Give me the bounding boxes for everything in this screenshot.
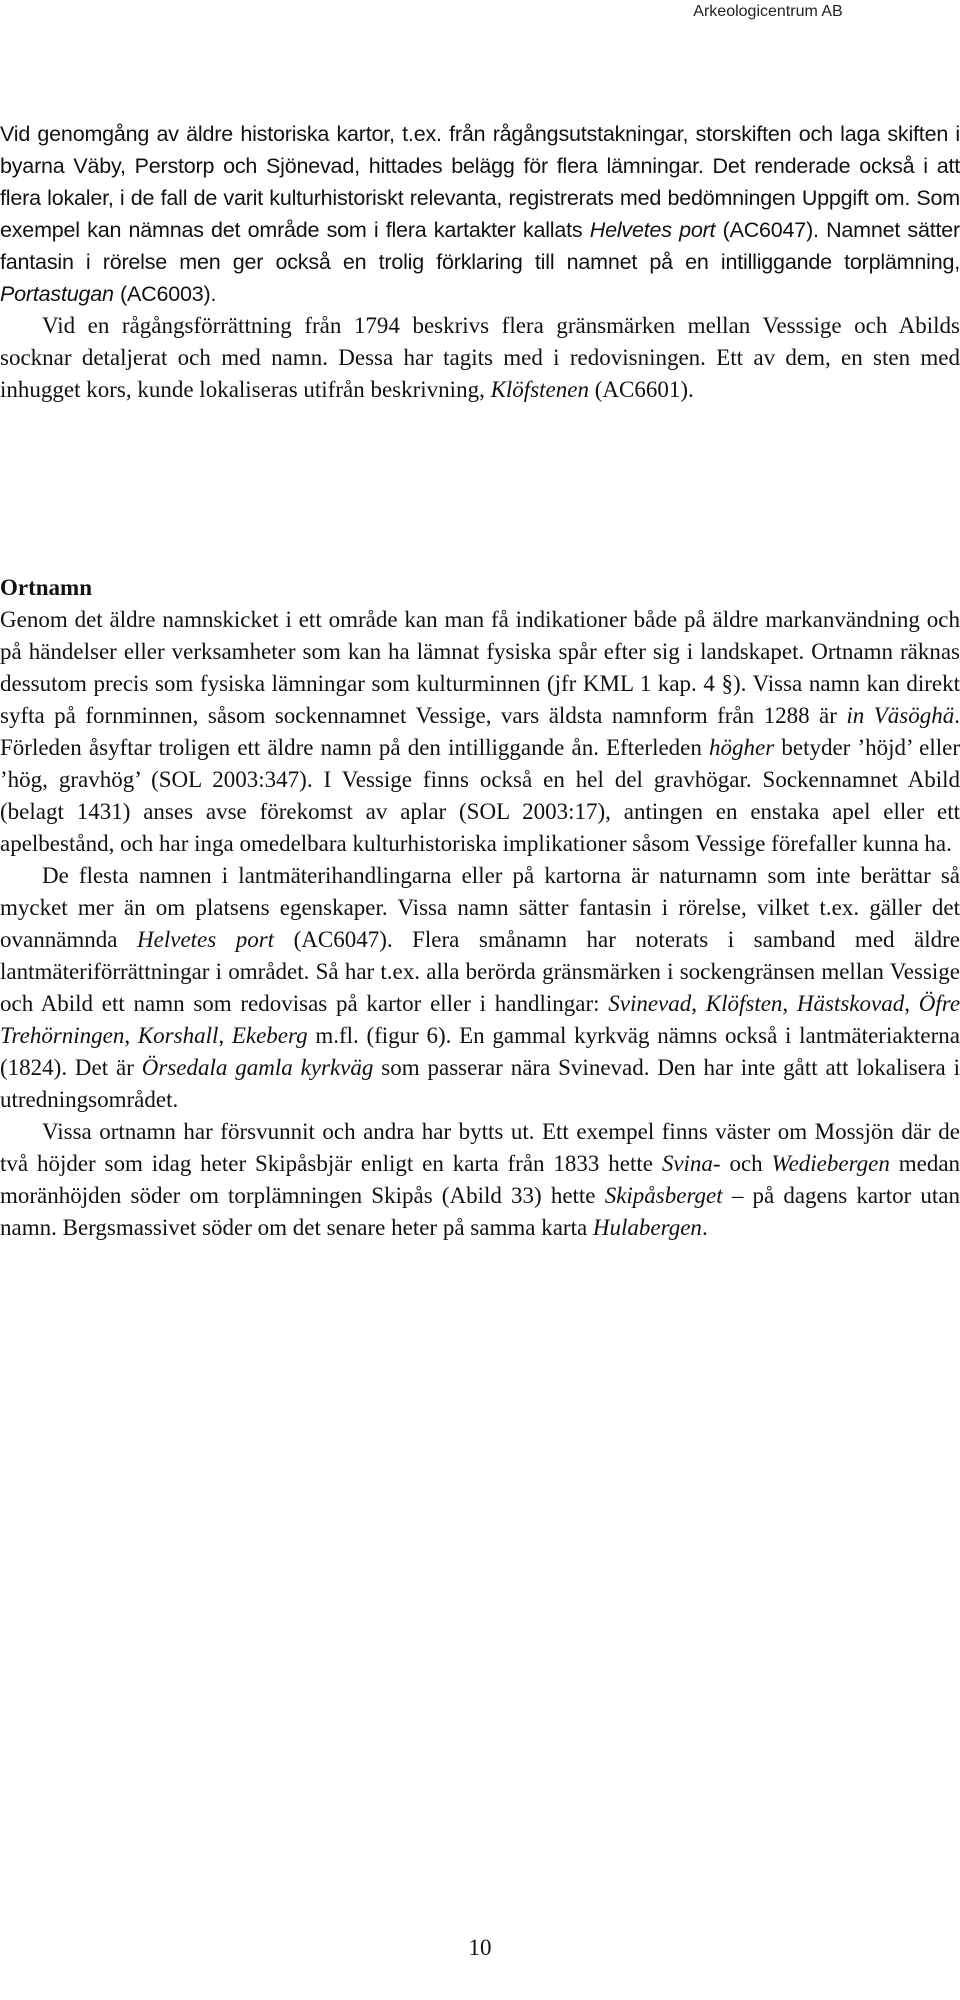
place-name: Klöfsten [705, 991, 783, 1016]
place-name: Helvetes port [137, 927, 275, 952]
page-content [0, 118, 960, 1244]
place-name: Portastugan [0, 282, 114, 306]
intro-paragraph-1 [0, 118, 960, 310]
running-header: Arkeologicentrum AB [693, 3, 843, 20]
text-run: betyder ’höjd’ eller ’hög, gravhög’ (SOL 2003:347). I Vessige finns också en hel del gravhögar. Sockennamnet Abild (belagt 1431) anses avse förekomst av aplar (SOL 2003:17), antingen en enstaka apel eller ett apelbestånd, och har inga omedelbara kulturhistoriska implikationer såsom Vessige förefaller kunna ha. [0, 735, 960, 856]
place-name: Svina- [661, 1151, 721, 1176]
place-name: Öfre Trehörningen [0, 991, 960, 1048]
place-name: Örsedala gamla kyrkväg [141, 1055, 374, 1080]
ortnamn-paragraph-3 [0, 1116, 960, 1244]
section-spacer [0, 406, 960, 572]
place-name: Helvetes port [589, 218, 716, 242]
place-name: Svinevad [608, 991, 692, 1016]
separator: , [124, 1023, 131, 1048]
place-name: Korshall [137, 1023, 219, 1048]
text-run: Vissa ortnamn har försvunnit och andra har bytts ut. Ett exempel finns väster om Mossjön där de två höjder som idag heter Skipåsbjär enligt en karta från 1833 hette [0, 1119, 960, 1176]
text-run: Vid en rågångsförrättning från 1794 beskrivs flera gränsmärken mellan Vesssige och Abilds socknar detaljerat och med namn. Dessa har tagits med i redovisningen. Ett av dem, en sten med inhugget kors, kunde lokaliseras utifrån beskrivning, [0, 313, 960, 402]
text-run: (AC6601). [594, 377, 694, 402]
text-run: m.fl. (figur 6). En gammal kyrkväg nämns också i lantmäteriakterna (1824). Det är [0, 1023, 960, 1080]
text-run: . Förleden åsyftar troligen ett äldre namn på den intilliggande ån. Efterleden [0, 703, 960, 760]
place-name: högher [709, 735, 775, 760]
separator: , [904, 991, 910, 1016]
section-heading-ortnamn: Ortnamn [0, 575, 92, 600]
text-run: – på dagens kartor utan namn. Bergsmassivet söder om det senare heter på samma karta [0, 1183, 960, 1240]
place-name: Klöfstenen [490, 377, 589, 402]
text-run: och [729, 1151, 763, 1176]
text-run: (AC6003). [120, 282, 217, 306]
ortnamn-paragraph-1 [0, 604, 960, 860]
separator: , [782, 991, 789, 1016]
separator: , [218, 1023, 225, 1048]
page-number: 10 [468, 1935, 492, 1960]
intro-paragraph-2 [0, 310, 960, 406]
text-run: (AC6047). Flera smånamn har noterats i samband med äldre lantmäteriförrättningar i området. Så har t.ex. alla berörda gränsmärken i sockengränsen mellan Vessige och Abild ett namn som redovisas på kartor eller i handlingar: [0, 927, 960, 1016]
ortnamn-paragraph-2 [0, 860, 960, 1116]
place-name: Hästskovad [796, 991, 905, 1016]
text-run: De flesta namnen i lantmäterihandlingarna eller på kartorna är naturnamn som inte berättar så mycket mer än om platsens egenskaper. Vissa namn sätter fantasin i rörelse, vilket t.ex. gäller det ovannämnda [0, 863, 960, 952]
text-run: som passerar nära Svinevad. Den har inte gått att lokalisera i utredningsområdet. [0, 1055, 960, 1112]
text-run: (AC6047). Namnet sätter fantasin i rörelse men ger också en trolig förklaring till namnet på en intilliggande torplämning, [0, 218, 960, 274]
place-name: Ekeberg [231, 1023, 308, 1048]
place-name: Wediebergen [771, 1151, 890, 1176]
place-name: in Väsöghä [846, 703, 955, 728]
text-run: medan moränhöjden söder om torplämningen Skipås (Abild 33) hette [0, 1151, 960, 1208]
place-name: Hulabergen [592, 1215, 702, 1240]
separator: , [691, 991, 698, 1016]
text-run: Genom det äldre namnskicket i ett område kan man få indikationer både på äldre markanvändning och på händelser eller verksamheter som kan ha lämnat fysiska spår efter sig i landskapet. Ortnamn räknas dessutom precis som fysiska lämningar som kulturminnen (jfr KML 1 kap. 4 §). Vissa namn kan direkt syfta på fornminnen, såsom sockennamnet Vessige, vars äldsta namnform från 1288 är [0, 607, 960, 728]
text-run: . [701, 1215, 708, 1240]
place-name: Skipåsberget [604, 1183, 723, 1208]
text-run: Vid genomgång av äldre historiska kartor, t.ex. från rågångsutstakningar, storskiften och laga skiften i byarna Väby, Perstorp och Sjönevad, hittades belägg för flera lämningar. Det renderade också i att flera lokaler, i de fall de varit kulturhistoriskt relevanta, registrerats med bedömningen Uppgift om. Som exempel kan nämnas det område som i flera kartakter kallats [0, 122, 960, 242]
